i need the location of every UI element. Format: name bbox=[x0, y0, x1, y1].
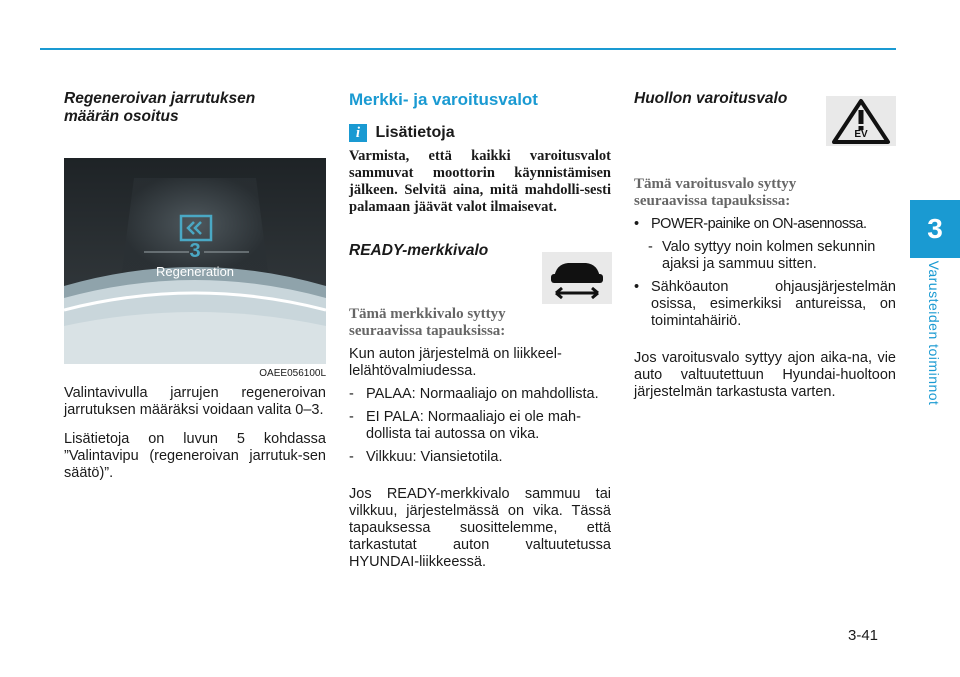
header-rule bbox=[40, 48, 896, 50]
service-warning-heading: Huollon varoitusvalo bbox=[634, 90, 788, 107]
info-heading: Lisätietoja bbox=[375, 124, 455, 141]
chapter-number: 3 bbox=[927, 213, 943, 244]
page-number: 3-41 bbox=[848, 627, 879, 644]
service-bullet-2: • Sähköauton ohjausjärjestelmän osissa, esimerkiksi antureissa, on toimintahäiriö. bbox=[634, 279, 896, 329]
ready-item-3: - Vilkkuu: Viansietotila. bbox=[349, 449, 503, 466]
regen-para-1: Valintavivulla jarrujen regeneroivan jarrutuksen määräksi voidaan valita 0–3. bbox=[64, 385, 326, 418]
warning-lights-heading: Merkki- ja varoitusvalot bbox=[349, 90, 538, 109]
regeneration-heading: Regeneroivan jarrutuksen määrän osoitus bbox=[64, 90, 256, 125]
regen-label: Regeneration bbox=[155, 264, 235, 279]
ready-car-icon bbox=[542, 252, 612, 304]
regen-level: 3 bbox=[189, 240, 201, 262]
regeneration-figure bbox=[64, 158, 326, 364]
ready-closing: Jos READY-merkkivalo sammuu tai vilkkuu, järjestelmässä on vika. Tässä tapauksessa suosittelemme, että tarkastutat auton valtuutetussa HYUNDAI-liikkeessä. bbox=[349, 486, 611, 571]
chapter-title-side bbox=[924, 258, 944, 408]
chapter-tab bbox=[910, 200, 960, 258]
figure-caption: OAEE056100L bbox=[259, 368, 326, 379]
service-closing: Jos varoitusvalo syttyy ajon aika-na, vie auto valtuutettuun Hyundai-huoltoon järjestelmän tarkastusta varten. bbox=[634, 350, 896, 400]
ev-warning-icon bbox=[826, 96, 896, 146]
regen-para-2: Lisätietoja on luvun 5 kohdassa ”Valintavipu (regeneroivan jarrutuk-sen säätö)”. bbox=[64, 431, 326, 481]
info-box-title bbox=[349, 124, 611, 142]
service-when-heading: Tämä varoitusvalo syttyy seuraavissa tapauksissa: bbox=[634, 176, 797, 209]
column-2 bbox=[349, 90, 611, 571]
ready-intro: Kun auton järjestelmä on liikkeel-lelähtövalmiudessa. bbox=[349, 346, 562, 380]
ev-label: EV bbox=[854, 129, 868, 140]
info-text: Varmista, että kaikki varoitusvalot sammuvat moottorin käynnistämisen jälkeen. Selvitä aina, mitä mahdolli-sesti palamaan jäävät valot ilmaisevat. bbox=[349, 148, 611, 216]
service-sub-1: - Valo syttyy noin kolmen sekunnin ajaksi ja sammuu sitten. bbox=[648, 239, 876, 272]
info-icon: i bbox=[349, 124, 367, 142]
ready-item-2: - EI PALA: Normaaliajo ei ole mah-dollista tai autossa on vika. bbox=[349, 409, 581, 443]
column-1 bbox=[64, 90, 326, 482]
ready-heading: READY-merkkivalo bbox=[349, 242, 489, 260]
ready-when-heading: Tämä merkkivalo syttyy seuraavissa tapauksissa: bbox=[349, 306, 506, 340]
chapter-title: Varusteiden toiminnot bbox=[926, 260, 942, 406]
service-bullet-1: • POWER-painike on ON-asennossa. bbox=[634, 216, 867, 232]
ready-item-1: - PALAA: Normaaliajo on mahdollista. bbox=[349, 386, 599, 403]
